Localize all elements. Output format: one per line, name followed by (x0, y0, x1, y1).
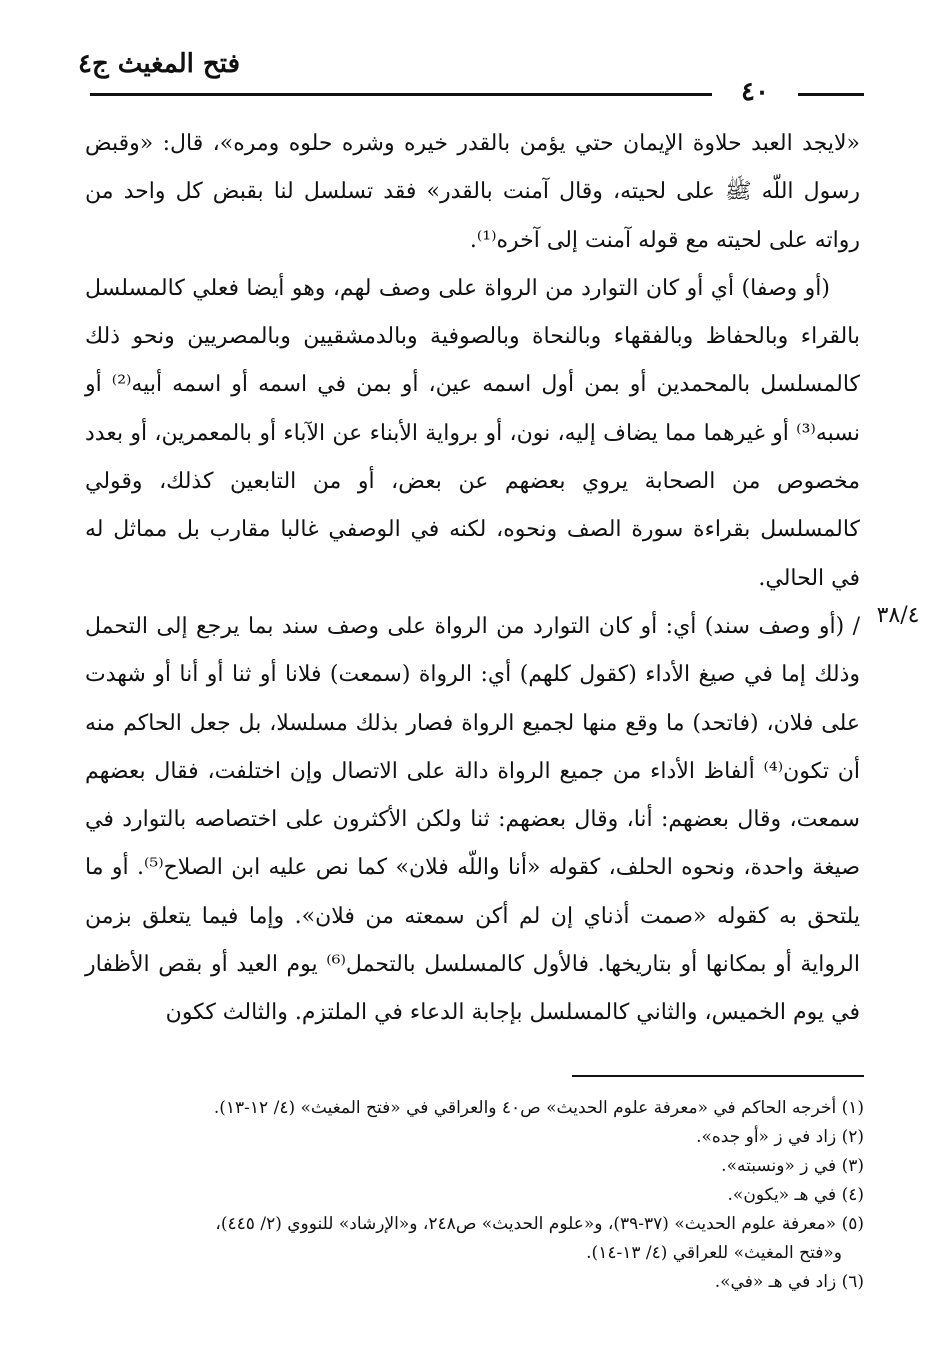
footnote-2: (٢) زاد في ز «أو جده». (696, 1127, 864, 1147)
paragraph-2: (أو وصفا) أي أو كان التوارد من الرواة على وصف لهم، وهو أيضا فعلي كالمسلسل بالقراء وبالحفاظ وبالفقهاء وبالنحاة وبالصوفية وبالدمشقيين وبالمصريين ونحو ذلك كالمسلسل بالمحمدين أو بمن أول اسمه عين، أو بمن في اسمه أو اسمه أبيه⁽²⁾ أو نسبه⁽³⁾ أو غيرهما مما يضاف إليه، نون، أو برواية الأبناء عن الآباء أو بالمعمرين، أو بعدد مخصوص من الصحابة يروي بعضهم عن بعض، أو من التابعين كذلك، وقولي كالمسلسل بقراءة سورة الصف ونحوه، لكنه في الوصفي غالبا مقارب بل مماثل له في الحالي. (85, 275, 861, 591)
header-rule-right (798, 93, 864, 96)
header-rule-left (90, 93, 712, 96)
footnote-4: (٤) في هـ «يكون». (727, 1185, 864, 1205)
paragraph-3: / (أو وصف سند) أي: أو كان التوارد من الرواة على وصف سند بما يرجع إلى التحمل وذلك إما في صيغ الأداء (كقول كلهم) أي: الرواة (سمعت) فلانا أو ثنا أو أنا أو شهدت على فلان، (فاتحد) ما وقع منها لجميع الرواة فصار بذلك مسلسلا، بل جعل الحاكم منه أن تكون⁽⁴⁾ ألفاظ الأداء من جميع الرواة دالة على الاتصال وإن اختلفت، فقال بعضهم سمعت، وقال بعضهم: أنا، وقال بعضهم: ثنا ولكن الأكثرون على اختصاصه بالتوارد في صيغة واحدة، ونحوه الحلف، كقوله «أنا واللّه فلان» كما نص عليه ابن الصلاح⁽⁵⁾. أو ما يلتحق به كقوله «صمت أذناي إن لم أكن سمعته من فلان». وإما فيما يتعلق بزمن الرواية أو بمكانها أو بتاريخها. فالأول كالمسلسل بالتحمل⁽⁶⁾ يوم العيد أو بقص الأظفار في يوم الخميس، والثاني كالمسلسل بإجابة الدعاء في الملتزم. والثالث ككون (85, 613, 861, 1026)
footnote-5-continued: و«فتح المغيث» للعراقي (٤/ ١٣-١٤). (586, 1243, 842, 1263)
running-header-title: فتح المغيث ج٤ (77, 49, 240, 79)
footnote-separator (572, 1075, 864, 1077)
footnote-1: (١) أخرجه الحاكم في «معرفة علوم الحديث» ص٤٠ والعراقي في «فتح المغيث» (٤/ ١٢-١٣). (213, 1098, 864, 1118)
footnotes (84, 1094, 864, 1297)
paragraph-1: «لايجد العبد حلاوة الإيمان حتي يؤمن بالقدر خيره وشره حلوه ومره»، قال: «وقبض رسول اللّه ﷺ على لحيته، وقال آمنت بالقدر» فقد تسلسل لنا بقبض كل واحد من رواته على لحيته مع قوله آمنت إلى آخره⁽¹⁾. (85, 131, 860, 253)
footnote-3: (٣) في ز «ونسبته». (721, 1156, 864, 1176)
margin-reference: ٣٨/٤ (876, 603, 920, 628)
footnote-5: (٥) «معرفة علوم الحديث» (٣٧-٣٩)، و«علوم الحديث» ص٢٤٨، و«الإرشاد» للنووي (٢/ ٤٤٥)، (215, 1214, 864, 1234)
page-number: ٤٠ (741, 77, 769, 107)
main-text (85, 120, 860, 1038)
footnote-6: (٦) زاد في هـ «في». (714, 1272, 864, 1292)
